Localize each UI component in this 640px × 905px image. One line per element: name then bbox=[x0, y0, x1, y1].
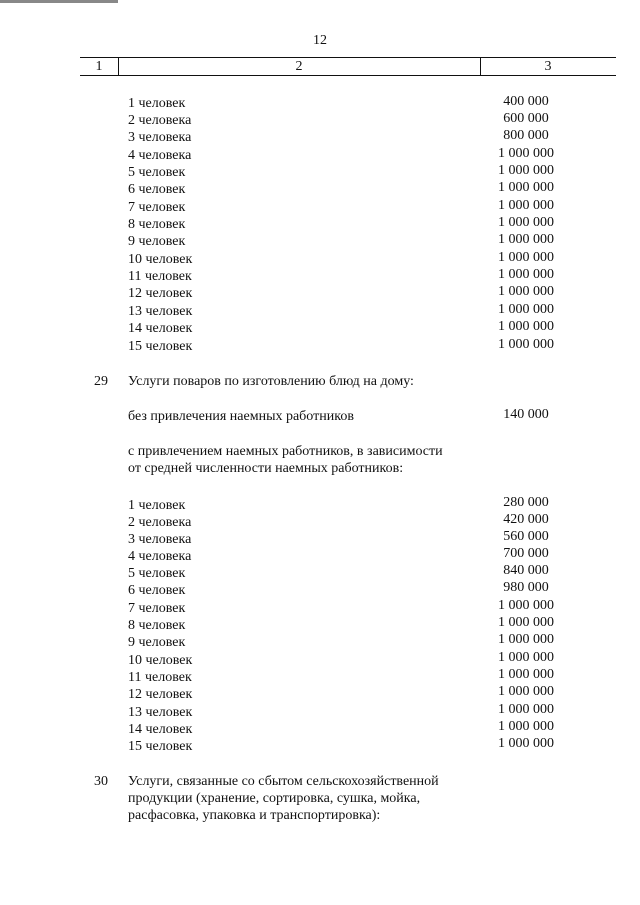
header-col-1: 1 bbox=[95, 59, 103, 74]
row-label: 2 человека bbox=[128, 113, 192, 128]
row-value: 1 000 000 bbox=[498, 180, 554, 195]
row-value: 1 000 000 bbox=[498, 319, 554, 334]
item-title: Услуги поваров по изготовлению блюд на дому: bbox=[128, 374, 414, 389]
row-value: 400 000 bbox=[503, 94, 549, 109]
row-label: 5 человек bbox=[128, 566, 186, 581]
row-label: 9 человек bbox=[128, 234, 186, 249]
item-number: 29 bbox=[94, 374, 108, 389]
row-value: 1 000 000 bbox=[498, 284, 554, 299]
no-hired-label: без привлечения наемных работников bbox=[128, 409, 354, 424]
row-value: 1 000 000 bbox=[498, 667, 554, 682]
row-label: 3 человека bbox=[128, 130, 192, 145]
row-label: 13 человек bbox=[128, 705, 193, 720]
row-label: 11 человек bbox=[128, 670, 192, 685]
row-value: 1 000 000 bbox=[498, 198, 554, 213]
row-label: 7 человек bbox=[128, 200, 186, 215]
row-label: 10 человек bbox=[128, 252, 193, 267]
row-value: 1 000 000 bbox=[498, 232, 554, 247]
row-value: 1 000 000 bbox=[498, 215, 554, 230]
item-text-line: Услуги, связанные со сбытом сельскохозяйственной bbox=[128, 774, 439, 789]
header-rule-bottom bbox=[80, 75, 616, 76]
row-label: 10 человек bbox=[128, 653, 193, 668]
row-label: 4 человека bbox=[128, 148, 192, 163]
row-value: 1 000 000 bbox=[498, 598, 554, 613]
row-label: 13 человек bbox=[128, 304, 193, 319]
row-label: 12 человек bbox=[128, 286, 193, 301]
row-label: 3 человека bbox=[128, 532, 192, 547]
row-value: 1 000 000 bbox=[498, 615, 554, 630]
row-value: 420 000 bbox=[503, 512, 549, 527]
item-text-line: продукции (хранение, сортировка, сушка, мойка, bbox=[128, 791, 421, 806]
table-header bbox=[80, 57, 616, 75]
row-label: 7 человек bbox=[128, 601, 186, 616]
row-value: 600 000 bbox=[503, 111, 549, 126]
row-label: 8 человек bbox=[128, 618, 186, 633]
row-label: 4 человека bbox=[128, 549, 192, 564]
row-value: 1 000 000 bbox=[498, 302, 554, 317]
row-label: 1 человек bbox=[128, 96, 186, 111]
row-label: 2 человека bbox=[128, 515, 192, 530]
row-label: 8 человек bbox=[128, 217, 186, 232]
with-hired-line: от средней численности наемных работников: bbox=[128, 461, 404, 476]
row-label: 6 человек bbox=[128, 182, 186, 197]
row-value: 1 000 000 bbox=[498, 702, 554, 717]
row-value: 1 000 000 bbox=[498, 650, 554, 665]
row-label: 12 человек bbox=[128, 687, 193, 702]
row-value: 1 000 000 bbox=[498, 684, 554, 699]
row-value: 800 000 bbox=[503, 128, 549, 143]
row-label: 14 человек bbox=[128, 722, 193, 737]
row-value: 1 000 000 bbox=[498, 163, 554, 178]
row-value: 840 000 bbox=[503, 563, 549, 578]
scan-artifact bbox=[0, 0, 118, 3]
no-hired-value: 140 000 bbox=[503, 407, 549, 422]
row-value: 1 000 000 bbox=[498, 632, 554, 647]
row-value: 1 000 000 bbox=[498, 146, 554, 161]
row-value: 980 000 bbox=[503, 580, 549, 595]
row-label: 15 человек bbox=[128, 339, 193, 354]
row-label: 14 человек bbox=[128, 321, 193, 336]
header-col-3: 3 bbox=[544, 59, 552, 74]
row-label: 11 человек bbox=[128, 269, 192, 284]
page-number: 12 bbox=[313, 33, 327, 48]
header-rule-top bbox=[80, 57, 616, 58]
row-label: 5 человек bbox=[128, 165, 186, 180]
header-col-2: 2 bbox=[295, 59, 303, 74]
row-label: 6 человек bbox=[128, 583, 186, 598]
row-value: 1 000 000 bbox=[498, 719, 554, 734]
row-value: 280 000 bbox=[503, 495, 549, 510]
row-value: 1 000 000 bbox=[498, 337, 554, 352]
row-label: 15 человек bbox=[128, 739, 193, 754]
row-label: 9 человек bbox=[128, 635, 186, 650]
item-text-line: расфасовка, упаковка и транспортировка): bbox=[128, 808, 381, 823]
row-value: 1 000 000 bbox=[498, 267, 554, 282]
row-value: 1 000 000 bbox=[498, 736, 554, 751]
row-value: 700 000 bbox=[503, 546, 549, 561]
row-value: 1 000 000 bbox=[498, 250, 554, 265]
with-hired-line: с привлечением наемных работников, в зависимости bbox=[128, 444, 443, 459]
row-label: 1 человек bbox=[128, 498, 186, 513]
item-number: 30 bbox=[94, 774, 108, 789]
row-value: 560 000 bbox=[503, 529, 549, 544]
